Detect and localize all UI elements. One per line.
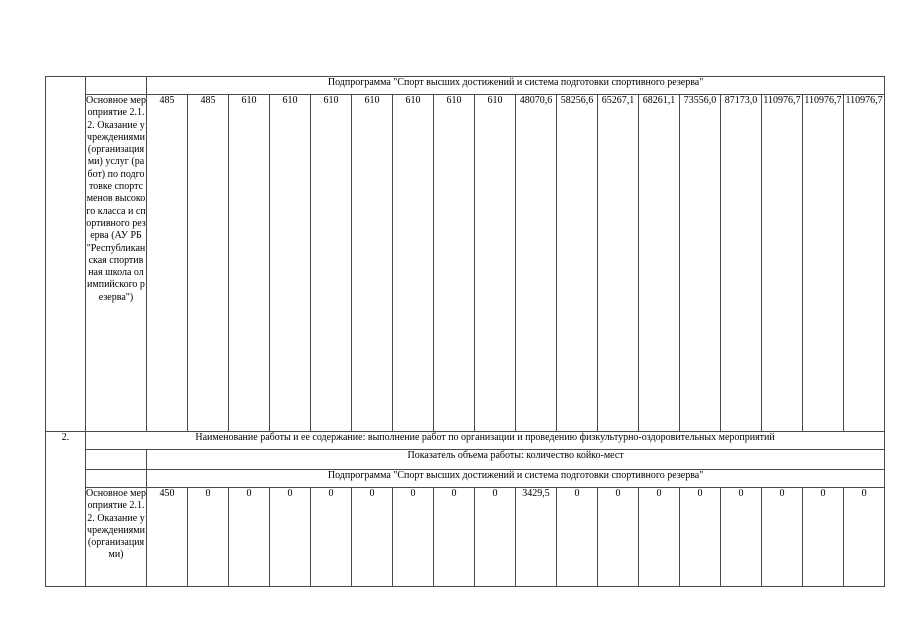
value-cell: 0 [270, 488, 311, 587]
value-cell: 485 [188, 95, 229, 432]
value-cell: 48070,6 [516, 95, 557, 432]
value-cell: 3429,5 [516, 488, 557, 587]
table-row [46, 95, 885, 432]
value-cell: 0 [352, 488, 393, 587]
value-cell: 485 [147, 95, 188, 432]
row-number: 2. [46, 432, 86, 587]
value-cell: 0 [393, 488, 434, 587]
event-description: Основное мероприятие 2.1.2. Оказание учреждениями (организациями) [86, 488, 147, 587]
subprogram-heading: Подпрограмма "Спорт высших достижений и система подготовки спортивного резерва" [147, 470, 885, 488]
value-cell: 0 [188, 488, 229, 587]
value-cell: 0 [434, 488, 475, 587]
value-cell: 0 [762, 488, 803, 587]
value-cell: 0 [475, 488, 516, 587]
value-cell: 0 [311, 488, 352, 587]
value-cell: 0 [229, 488, 270, 587]
value-cell: 610 [270, 95, 311, 432]
table-row [46, 77, 885, 95]
indicator-heading: Показатель объема работы: количество койко-мест [147, 450, 885, 470]
value-cell: 87173,0 [721, 95, 762, 432]
budget-table [45, 76, 885, 587]
value-cell: 610 [229, 95, 270, 432]
value-cell: 68261,1 [639, 95, 680, 432]
value-cell: 58256,6 [557, 95, 598, 432]
value-cell: 610 [434, 95, 475, 432]
value-cell: 0 [557, 488, 598, 587]
event-description: Основное мероприятие 2.1.2. Оказание учреждениями (организациями) услуг (работ) по подготовке спортсменов высокого класса и спортивного резерва (АУ РБ "Республиканская спортивная школа олимпийского резерва") [86, 95, 147, 432]
row-number-cell [46, 77, 86, 432]
work-name-heading: Наименование работы и ее содержание: выполнение работ по организации и проведению физкультурно-оздоровительных мероприятий [86, 432, 885, 450]
value-cell: 610 [311, 95, 352, 432]
empty-cell [86, 77, 147, 95]
value-cell: 65267,1 [598, 95, 639, 432]
empty-cell [86, 450, 147, 470]
value-cell: 0 [598, 488, 639, 587]
value-cell: 610 [352, 95, 393, 432]
table-row [46, 470, 885, 488]
subprogram-heading: Подпрограмма "Спорт высших достижений и система подготовки спортивного резерва" [147, 77, 885, 95]
value-cell: 610 [393, 95, 434, 432]
value-cell: 110976,7 [844, 95, 885, 432]
value-cell: 0 [680, 488, 721, 587]
value-cell: 0 [721, 488, 762, 587]
value-cell: 0 [803, 488, 844, 587]
value-cell: 110976,7 [803, 95, 844, 432]
table-row [46, 432, 885, 450]
table-row [46, 488, 885, 587]
value-cell: 0 [844, 488, 885, 587]
table-row [46, 450, 885, 470]
value-cell: 73556,0 [680, 95, 721, 432]
value-cell: 450 [147, 488, 188, 587]
value-cell: 110976,7 [762, 95, 803, 432]
value-cell: 0 [639, 488, 680, 587]
empty-cell [86, 470, 147, 488]
value-cell: 610 [475, 95, 516, 432]
